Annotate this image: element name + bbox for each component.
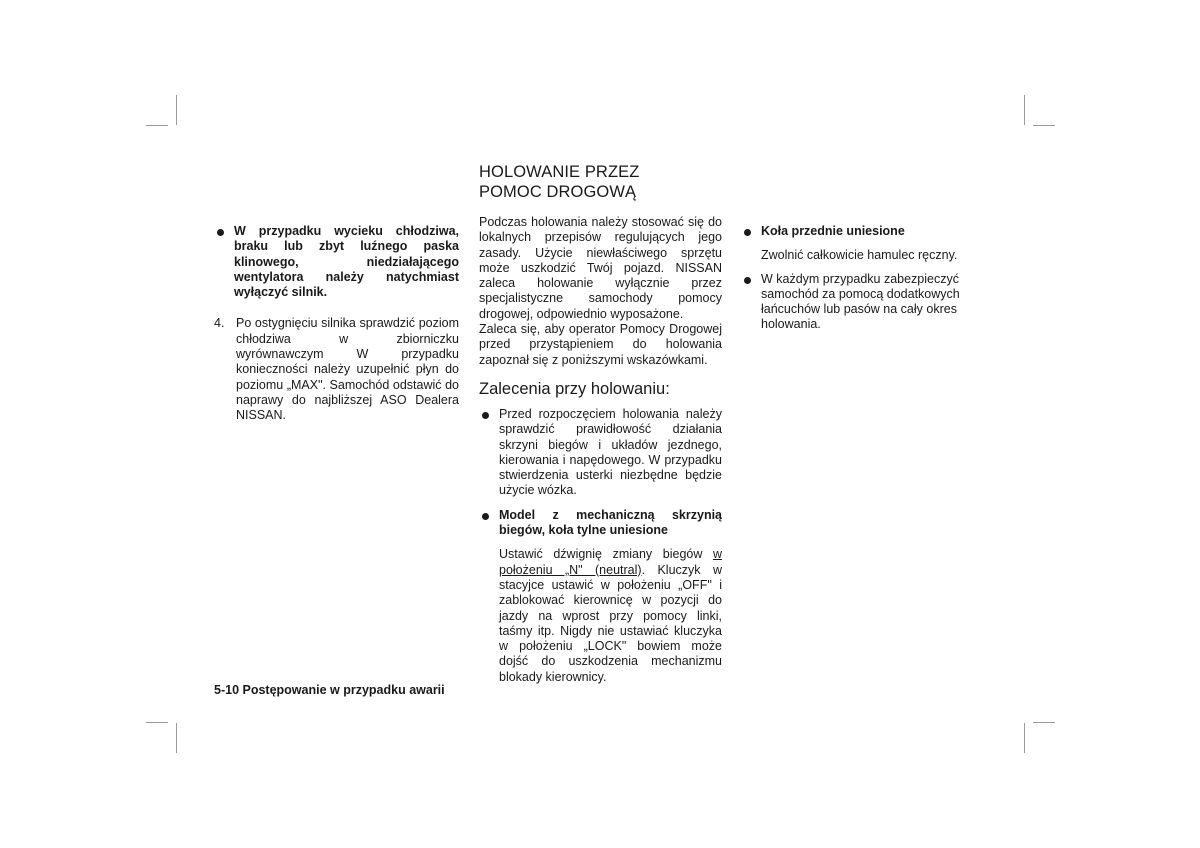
warning-text: W przypadku wycieku chłodziwa, braku lub zbyt luźnego paska klinowego, niedziałającego wentylatora należy natychmiast wyłączyć silnik. (234, 224, 459, 300)
step-text: Po ostygnięciu silnika sprawdzić poziom chłodziwa w zbiorniczku wyrównawczym W przypadku konieczności należy uzupełnić płyn do poziomu „MAX". Samochód odstawić do naprawy do najbliższej ASO Dealera NISSAN. (236, 316, 459, 423)
crop-mark-top-right-vertical (1024, 95, 1025, 125)
crop-mark-top-right-horizontal (1033, 125, 1055, 126)
manual-text-before: Ustawić dźwignię zmiany biegów (499, 547, 713, 562)
crop-mark-top-left-vertical (176, 95, 177, 125)
warning-bullet-item (214, 224, 459, 300)
bullet-dot-icon (482, 412, 489, 419)
bullet-dot-icon (744, 229, 751, 236)
manual-text-after: . Kluczyk w stacyjce ustawić w położeniu „OFF" i zablokować kierownicę w pozycji do jazdy na wprost przy pomocy linki, taśmy itp. Nigdy nie ustawiać kluczyka w położeniu „LOCK" bowiem może dojść do uszkodzenia mechanizmu blokady kierownicy. (499, 562, 722, 684)
secure-bullet-item (741, 272, 984, 333)
crop-mark-bottom-left-horizontal (146, 722, 168, 723)
towing-recommendations-heading: Zalecenia przy holowaniu: (479, 379, 670, 398)
front-wheels-text: Zwolnić całkowicie hamulec ręczny. (761, 248, 958, 263)
crop-mark-bottom-right-vertical (1024, 723, 1025, 753)
manual-transmission-bullet-item (479, 508, 722, 539)
manual-transmission-title: Model z mechaniczną skrzynią biegów, koła tylne uniesione (499, 507, 722, 538)
intro-paragraph: Podczas holowania należy stosować się do lokalnych przepisów regulujących jego zasady. Użycie niewłaściwego sprzętu może uszkodzić Twój pojazd. NISSAN zaleca holowanie wyłącznie przez specjalistyczne samochody pomocy drogowej, odpowiednio wyposażone. (479, 215, 722, 321)
step-number: 4. (214, 316, 225, 331)
page-footer: 5-10 Postępowanie w przypadku awarii (214, 683, 445, 697)
bullet-dot-icon (744, 277, 751, 284)
operator-paragraph: Zaleca się, aby operator Pomocy Drogowej przed przystąpieniem do holowania zapoznał się z poniższymi wskazówkami. (479, 322, 722, 367)
bullet-dot-icon (482, 513, 489, 520)
section-title-line2: POMOC DROGOWĄ (479, 183, 637, 201)
bullet-dot-icon (217, 229, 224, 236)
middle-column (479, 162, 722, 685)
section-title-line1: HOLOWANIE PRZEZ (479, 163, 640, 181)
crop-mark-bottom-left-vertical (176, 723, 177, 753)
secure-text: W każdym przypadku zabezpieczyć samochód za pomocą dodatkowych łańcuchów lub pasów na cały okres holowania. (761, 271, 960, 332)
section-title (479, 162, 722, 202)
front-wheels-bullet-item (741, 224, 984, 239)
step-4-item (214, 316, 459, 423)
check-bullet-item (479, 407, 722, 499)
left-column (214, 224, 459, 424)
crop-mark-top-left-horizontal (146, 125, 168, 126)
right-column (741, 224, 984, 333)
check-text: Przed rozpoczęciem holowania należy sprawdzić prawidłowość działania skrzyni biegów i układów jezdnego, kierowania i napędowego. W przypadku stwierdzenia usterki niezbędne będzie użycie wózka. (499, 406, 722, 498)
manual-transmission-text (479, 547, 722, 685)
front-wheels-title: Koła przednie uniesione (761, 224, 905, 238)
manual-text-underlined: w położeniu „N" (neutral) (499, 547, 722, 577)
crop-mark-bottom-right-horizontal (1033, 722, 1055, 723)
